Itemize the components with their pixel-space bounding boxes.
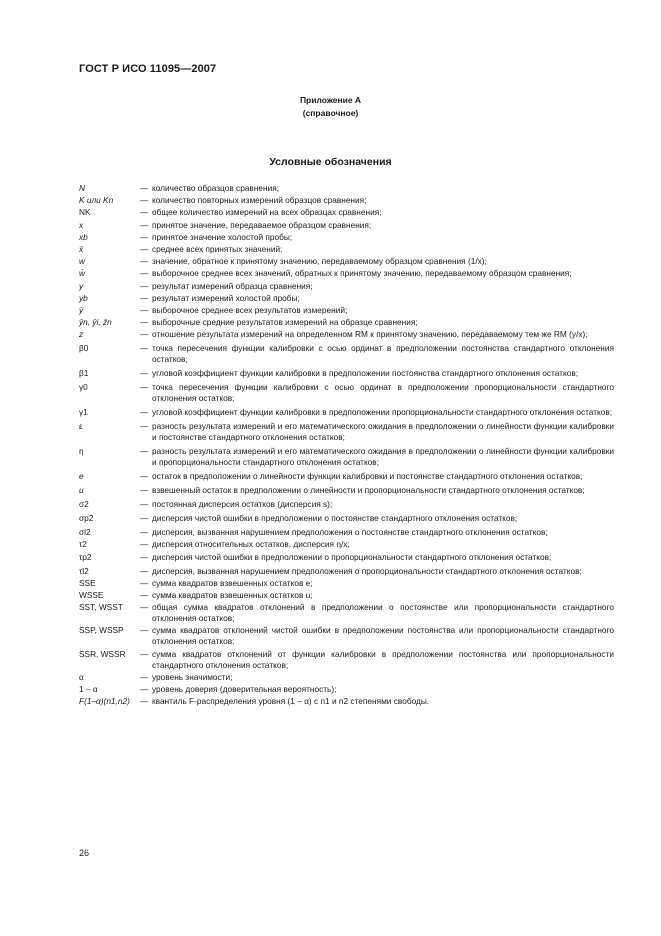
symbol: σp2 [79, 513, 94, 524]
symbol-entry [79, 183, 614, 194]
definition: выборочные средние результатов измерений на образце сравнения; [152, 317, 418, 328]
appendix-title: Приложение А [299, 95, 362, 105]
definition: количество образцов сравнения; [152, 183, 280, 193]
definition: выборочное среднее всех результатов измерений; [152, 304, 348, 315]
symbol-entry [79, 471, 614, 482]
dash: — [140, 256, 149, 267]
dash: — [140, 382, 149, 393]
symbol: η [79, 446, 84, 457]
symbol: w̄ [79, 268, 85, 279]
symbol: x̄ [79, 243, 84, 254]
symbol: yb [79, 292, 88, 303]
dash: — [140, 407, 149, 418]
symbol: w [79, 256, 85, 267]
dash: — [140, 590, 149, 600]
definition: значение, обратное к принятому значению, передаваемому образцом сравнения (1/x); [152, 256, 487, 267]
definition: угловой коэффициент функции калибровки в предположении постоянства стандартного отклонения остатков; [152, 368, 579, 379]
dash: — [140, 539, 149, 550]
dash: — [140, 368, 149, 379]
symbol-entry [79, 329, 614, 340]
symbol-entry [79, 281, 614, 292]
symbol: τl2 [79, 565, 89, 576]
symbol-entry [79, 220, 614, 231]
symbol: z [79, 329, 84, 340]
symbol: γ0 [79, 382, 88, 393]
definition: сумма квадратов взвешенных остатков e; [152, 577, 313, 588]
definition: количество повторных измерений образцов сравнения; [152, 195, 367, 206]
definition: принятое значение, передаваемое образцом сравнения; [152, 219, 372, 230]
symbol-entry [79, 343, 614, 365]
symbol-entry [79, 305, 614, 316]
symbol-entry [79, 552, 614, 563]
document-header: ГОСТ Р ИСО 11095—2007 [79, 63, 217, 75]
definition: отношение результата измерений на определенном RM к принятому значению, передаваемому тем же RM (y/x); [152, 329, 588, 340]
definition: результат измерений образца сравнения; [152, 280, 313, 291]
definition: результат измерений холостой пробы; [152, 292, 300, 303]
dash: — [140, 317, 149, 328]
dash: — [140, 329, 149, 340]
symbol: SSP, WSSP [79, 625, 124, 636]
appendix-heading [0, 94, 661, 120]
appendix-subtitle: (справочное) [302, 108, 359, 118]
definition: постоянная дисперсия остатков (дисперсия s); [152, 499, 333, 510]
dash: — [140, 527, 149, 538]
dash: — [140, 513, 149, 524]
symbol-entry [79, 566, 614, 577]
dash: — [140, 485, 149, 496]
dash: — [140, 648, 149, 659]
definition: принятое значение холостой пробы; [152, 231, 293, 242]
symbol-entry [79, 485, 614, 496]
symbol-entry [79, 513, 614, 524]
symbol: xb [79, 231, 88, 242]
symbol-entry [79, 649, 614, 671]
symbol: SSR, WSSR [79, 648, 126, 659]
dash: — [140, 551, 149, 562]
definition: точка пересечения функции калибровки с осью ординат в предположении постоянства стандартного отклонения остатков; [152, 343, 614, 365]
dash: — [140, 231, 149, 242]
definition: дисперсия, вызванная нарушением предположения о пропорциональности стандартного отклонения остатков; [152, 565, 582, 576]
dash: — [140, 671, 149, 682]
symbol: SSE [79, 577, 96, 588]
symbol: β0 [79, 343, 89, 354]
definition: дисперсия чистой ошибки в предположении о пропорциональности стандартного отклонения остатков; [152, 551, 552, 562]
dash: — [140, 268, 149, 279]
definition: сумма квадратов отклонений от функции калибровки в предположении постоянства или пропорциональности стандартного отклонения остатков; [152, 648, 614, 670]
symbol-entry [79, 684, 614, 695]
symbol: u [79, 485, 84, 496]
definition: выборочное среднее всех значений, обратных к принятому значению, передаваемому образцом сравнения; [152, 268, 572, 279]
page-number: 26 [79, 848, 90, 858]
definition: дисперсия относительных остатков, дисперсия η/x; [152, 539, 350, 550]
symbol: ε [79, 421, 83, 432]
symbol-entry [79, 421, 614, 443]
dash: — [140, 683, 149, 694]
symbol: e [79, 471, 84, 482]
definition: разность результата измерений и его математического ожидания в предположении о линейности функции калибровки и пропорциональности стандартного отклонения остатков; [152, 446, 614, 468]
dash: — [140, 696, 149, 707]
symbol: τp2 [79, 551, 92, 562]
symbol-entry [79, 368, 614, 379]
symbol: 1 – α [79, 683, 98, 694]
dash: — [140, 499, 149, 510]
definition: угловой коэффициент функции калибровки в предположении пропорциональности стандартного отклонения остатков; [152, 407, 613, 418]
definition: точка пересечения функции калибровки с осью ординат в предположении пропорциональности стандартного отклонения остатков; [152, 382, 614, 404]
section-title: Условные обозначения [269, 156, 392, 168]
dash: — [140, 219, 149, 230]
definition: остаток в предположении о линейности функции калибровки и постоянстве стандартного отклонения остатков; [152, 471, 583, 482]
symbol: σ2 [79, 499, 89, 510]
definition: общая сумма квадратов отклонений в предположении о постоянстве или пропорциональности стандартного отклонения остатков; [152, 602, 614, 624]
symbol-entry [79, 407, 614, 418]
symbol: ȳ [79, 304, 84, 315]
symbol-entry [79, 625, 614, 647]
symbols-list [79, 183, 614, 708]
symbol-entry [79, 244, 614, 255]
definition: взвешенный остаток в предположении о линейности и пропорциональности стандартного отклонения остатков; [152, 485, 585, 496]
symbol: γ1 [79, 407, 88, 418]
dash: — [140, 471, 149, 482]
symbol-entry [79, 696, 614, 707]
dash: — [140, 565, 149, 576]
symbol: WSSE [79, 590, 104, 600]
symbol-entry [79, 256, 614, 267]
symbol-entry [79, 590, 614, 601]
dash: — [140, 280, 149, 291]
dash: — [140, 625, 149, 636]
symbol: x [79, 219, 84, 230]
symbol-entry [79, 527, 614, 538]
dash: — [140, 243, 149, 254]
dash: — [140, 446, 149, 457]
symbol: K или Kn [79, 195, 114, 206]
dash: — [140, 602, 149, 613]
symbol: F(1–α)(n1,n2) [79, 696, 130, 707]
definition: квантиль F-распределения уровня (1 – α) с n1 и n2 степенями свободы. [152, 696, 430, 707]
definition: дисперсия чистой ошибки в предположении о постоянстве стандартного отклонения остатков; [152, 513, 518, 524]
dash: — [140, 292, 149, 303]
symbol-entry [79, 195, 614, 206]
symbol: β1 [79, 368, 89, 379]
definition: среднее всех принятых значений; [152, 243, 283, 254]
definition: дисперсия, вызванная нарушением предположения о постоянстве стандартного отклонения остатков; [152, 527, 548, 538]
symbol-entry [79, 207, 614, 218]
definition: уровень значимости; [152, 671, 233, 682]
symbol-entry [79, 268, 614, 279]
dash: — [140, 421, 149, 432]
definition: сумма квадратов взвешенных остатков u; [152, 590, 313, 600]
dash: — [140, 577, 149, 588]
definition: разность результата измерений и его математического ожидания в предположении о линейности функции калибровки и постоянстве стандартного отклонения остатков; [152, 421, 614, 443]
dash: — [140, 343, 149, 354]
symbol: α [79, 671, 84, 682]
symbol-entry [79, 578, 614, 589]
symbol-entry [79, 232, 614, 243]
symbol: τ2 [79, 539, 87, 550]
definition: общее количество измерений на всех образцах сравнения; [152, 207, 382, 218]
definition: уровень доверия (доверительная вероятность); [152, 683, 337, 694]
symbol: N [79, 183, 85, 193]
symbol: NK [79, 207, 91, 218]
symbol-entry [79, 382, 614, 404]
symbol: SST, WSST [79, 602, 123, 613]
symbol-entry [79, 672, 614, 683]
symbol: y [79, 280, 84, 291]
symbol-entry [79, 293, 614, 304]
dash: — [140, 183, 149, 193]
symbol-entry [79, 317, 614, 328]
symbol-entry [79, 446, 614, 468]
symbol-entry [79, 499, 614, 510]
dash: — [140, 207, 149, 218]
symbol: σl2 [79, 527, 91, 538]
definition: сумма квадратов отклонений чистой ошибки в предположении постоянства или пропорциональности стандартного отклонения остатков; [152, 625, 614, 647]
symbol-entry [79, 539, 614, 550]
dash: — [140, 195, 149, 206]
symbol: ȳn, ȳi, z̄n [79, 317, 112, 328]
symbol-entry [79, 602, 614, 624]
dash: — [140, 304, 149, 315]
